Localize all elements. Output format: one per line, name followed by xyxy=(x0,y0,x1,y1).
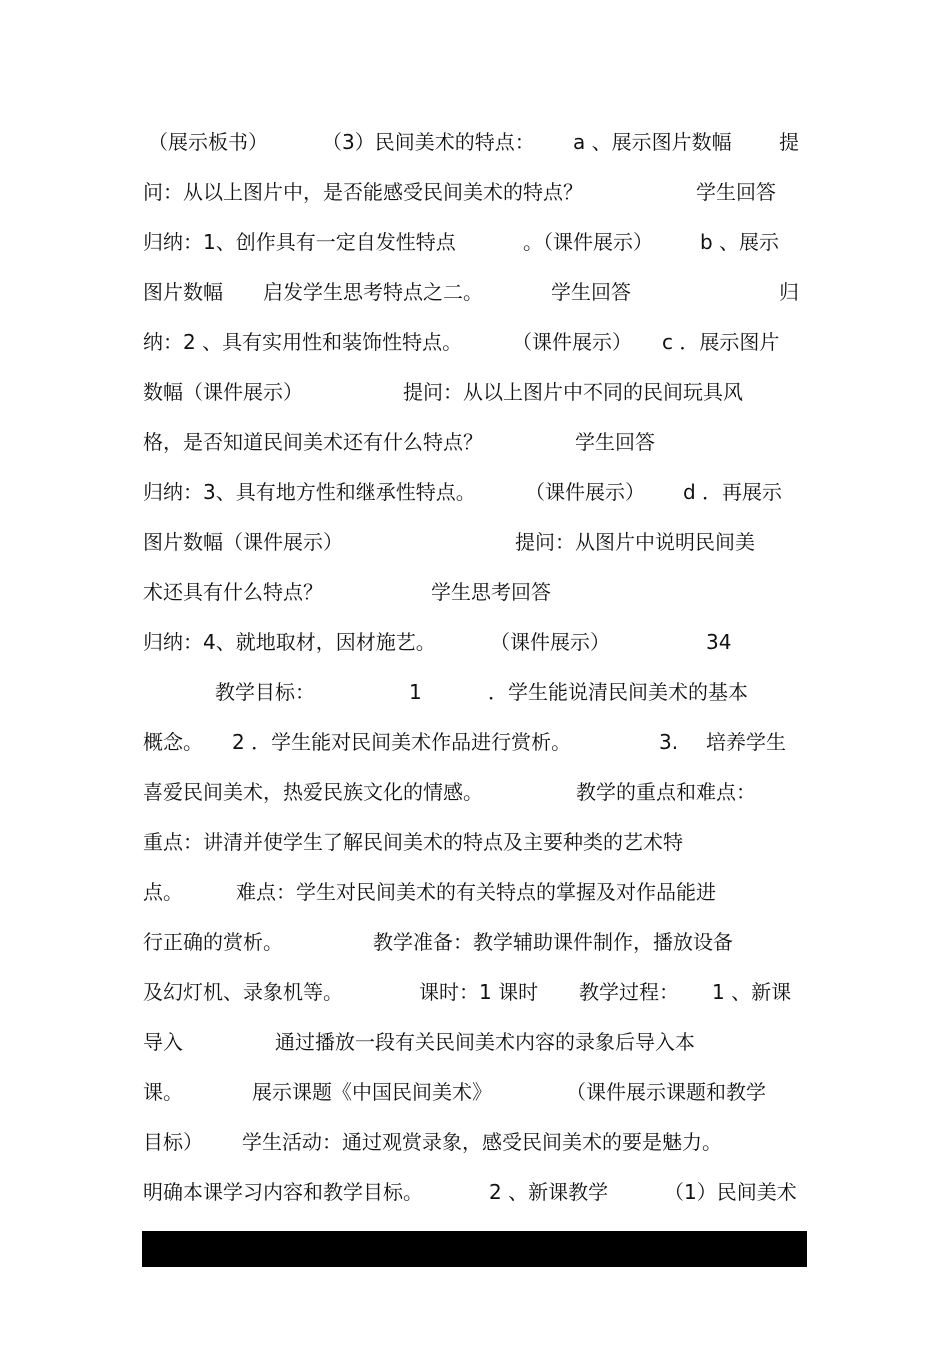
text-segment: 归纳：4、就地取材，因材施艺。 xyxy=(143,630,436,654)
text-segment: 问：从以上图片中，是否能感受民间美术的特点？ xyxy=(143,180,583,204)
text-line-10 xyxy=(0,577,551,607)
text-line-2 xyxy=(0,177,776,207)
text-line-5 xyxy=(0,327,780,357)
text-segment: 点。 xyxy=(143,880,183,904)
text-segment: 术还具有什么特点？ xyxy=(143,580,323,604)
text-segment: （课件展示） xyxy=(490,630,610,654)
text-line-19 xyxy=(0,1027,695,1057)
text-segment: 目标） xyxy=(143,1130,203,1154)
text-segment: c ．展示图片 xyxy=(662,330,780,354)
text-segment: 学生回答 xyxy=(575,430,655,454)
text-segment: 通过播放一段有关民间美术内容的录象后导入本 xyxy=(275,1030,695,1054)
text-segment: 1 、新课 xyxy=(712,980,792,1004)
text-segment: （课件展示课题和教学 xyxy=(566,1080,766,1104)
text-segment: d ．再展示 xyxy=(683,480,783,504)
text-line-20 xyxy=(0,1077,766,1107)
text-segment: 展示课题《中国民间美术》 xyxy=(252,1080,492,1104)
text-line-15 xyxy=(0,827,683,857)
text-segment: 重点：讲清并使学生了解民间美术的特点及主要种类的艺术特 xyxy=(143,830,683,854)
text-segment: 概念。 xyxy=(143,730,203,754)
text-line-6 xyxy=(0,377,743,407)
text-segment: 。（课件展示） xyxy=(523,230,653,254)
text-segment: 教学准备：教学辅助课件制作，播放设备 xyxy=(373,930,733,954)
text-segment: 1 xyxy=(409,680,422,704)
text-line-22 xyxy=(0,1177,797,1207)
text-segment: 教学目标： xyxy=(215,680,315,704)
text-segment: 数幅（课件展示） xyxy=(143,380,303,404)
text-segment: 难点：学生对民间美术的有关特点的掌握及对作品能进 xyxy=(236,880,716,904)
text-segment: b 、展示 xyxy=(700,230,780,254)
text-segment: 提 xyxy=(779,130,799,154)
text-line-3 xyxy=(0,227,780,257)
text-segment: 2 、新课教学 xyxy=(489,1180,609,1204)
text-segment: 学生思考回答 xyxy=(431,580,551,604)
text-segment: （课件展示） xyxy=(525,480,645,504)
text-line-12 xyxy=(0,677,748,707)
text-segment: 及幻灯机、录象机等。 xyxy=(143,980,343,1004)
text-line-21 xyxy=(0,1127,722,1157)
text-line-11 xyxy=(0,627,732,657)
text-line-1 xyxy=(0,127,799,157)
text-segment: 学生回答 xyxy=(551,280,631,304)
text-segment: 图片数幅 xyxy=(143,280,223,304)
text-segment: 纳：2 、具有实用性和装饰性特点。 xyxy=(143,330,463,354)
text-segment: 2 ．学生能对民间美术作品进行赏析。 xyxy=(232,730,572,754)
footer-black-bar xyxy=(142,1231,807,1267)
text-segment: 启发学生思考特点之二。 xyxy=(263,280,483,304)
text-segment: 3. xyxy=(659,730,679,754)
text-segment: 学生回答 xyxy=(696,180,776,204)
text-segment: 明确本课学习内容和教学目标。 xyxy=(143,1180,423,1204)
text-segment: （1）民间美术 xyxy=(664,1180,797,1204)
text-segment: ．学生能说清民间美术的基本 xyxy=(488,680,748,704)
text-segment: a 、展示图片数幅 xyxy=(573,130,732,154)
text-segment: 提问：从以上图片中不同的民间玩具风 xyxy=(403,380,743,404)
text-line-17 xyxy=(0,927,733,957)
text-segment: 归纳：3、具有地方性和继承性特点。 xyxy=(143,480,476,504)
text-segment: （课件展示） xyxy=(512,330,632,354)
text-segment: 教学过程： xyxy=(579,980,679,1004)
text-segment: 行正确的赏析。 xyxy=(143,930,283,954)
text-line-16 xyxy=(0,877,716,907)
text-line-7 xyxy=(0,427,655,457)
text-segment: 课。 xyxy=(143,1080,183,1104)
text-segment: 课时：1 课时 xyxy=(419,980,539,1004)
text-segment: 34 xyxy=(706,630,732,654)
text-segment: 格，是否知道民间美术还有什么特点？ xyxy=(143,430,483,454)
text-line-18 xyxy=(0,977,792,1007)
text-line-14 xyxy=(0,777,756,807)
text-segment: （3）民间美术的特点： xyxy=(322,130,535,154)
text-segment: 教学的重点和难点： xyxy=(576,780,756,804)
text-line-8 xyxy=(0,477,783,507)
text-segment: 归纳：1、创作具有一定自发性特点 xyxy=(143,230,456,254)
text-segment: 图片数幅（课件展示） xyxy=(143,530,343,554)
text-segment: （展示板书） xyxy=(148,130,268,154)
text-segment: 学生活动：通过观赏录象，感受民间美术的要是魅力。 xyxy=(242,1130,722,1154)
text-line-4 xyxy=(0,277,799,307)
text-line-9 xyxy=(0,527,755,557)
text-line-13 xyxy=(0,727,786,757)
text-segment: 归 xyxy=(779,280,799,304)
text-segment: 导入 xyxy=(143,1030,183,1054)
text-segment: 喜爱民间美术，热爱民族文化的情感。 xyxy=(143,780,483,804)
text-segment: 培养学生 xyxy=(706,730,786,754)
text-segment: 提问：从图片中说明民间美 xyxy=(515,530,755,554)
